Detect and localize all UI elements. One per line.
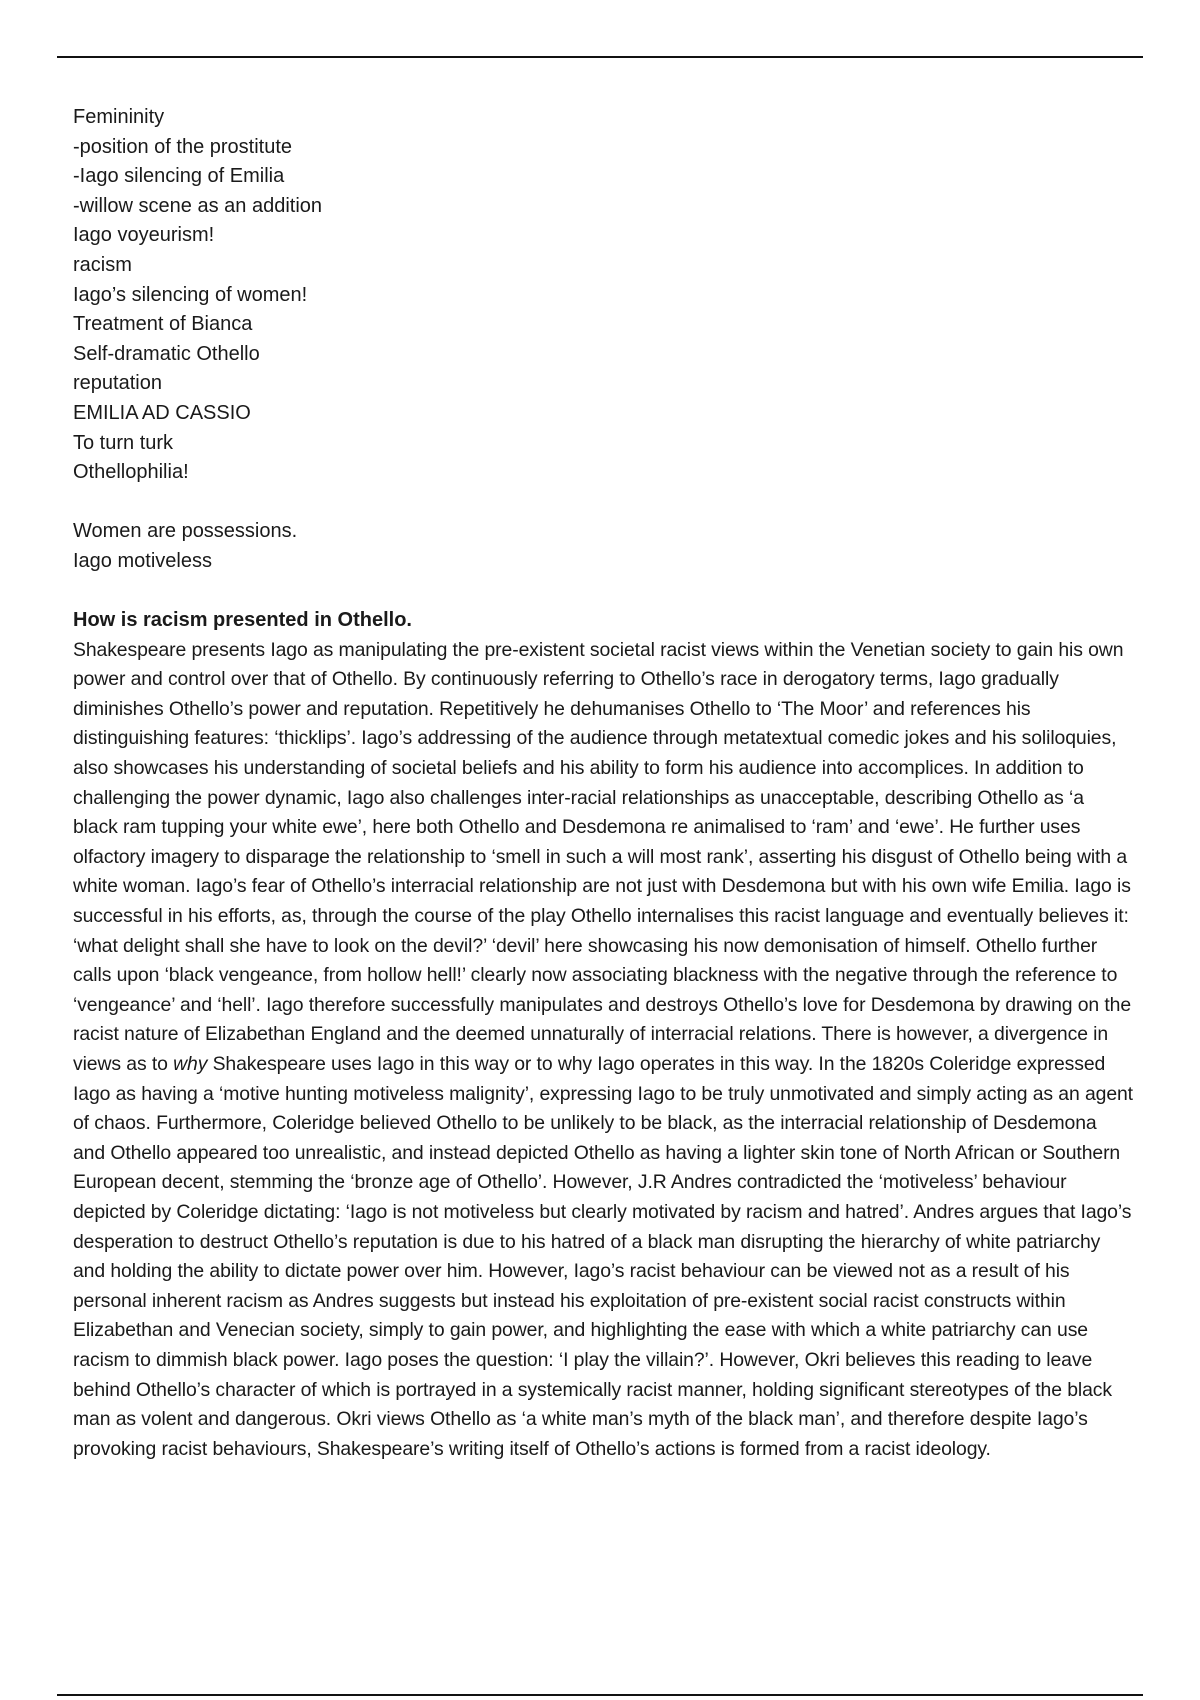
blank-line [73,488,1133,518]
topic-item: -willow scene as an addition [73,194,323,217]
topic-item: Iago voyeurism! [73,224,215,247]
topic-item: Femininity [73,106,165,128]
topic-item: racism [73,253,132,276]
top-rule [57,56,1143,58]
notes-list [73,517,1133,576]
note-item: Women are possessions. [73,520,298,543]
document-body [73,103,1133,1464]
essay-emphasis: why [173,1053,208,1075]
essay-heading: How is racism presented in Othello. [73,609,412,632]
topic-item: Self-dramatic Othello [73,342,260,365]
topic-item: -position of the prostitute [73,135,293,158]
essay-text-part-2: Shakespeare uses Iago in this way or to why Iago operates in this way. In the 1820s Coleridge expressed Iago as having a ‘motive hunting motiveless malignity’, expressing Iago to be truly unmotivated and simply acting as an agent of chaos. Furthermore, Coleridge believed Othello to be unlikely to be black, as the interracial relationship of Desdemona and Othello appeared too unrealistic, and instead depicted Othello as having a lighter skin tone of North African or Southern European decent, stemming the ‘bronze age of Othello’. However, J.R Andres contradicted the ‘motiveless’ behaviour depicted by Coleridge dictating: ‘Iago is not motiveless but clearly motivated by racism and hatred’. Andres argues that Iago’s desperation to destruct Othello’s reputation is due to his hatred of a black man disrupting the hierarchy of white patriarchy and holding the ability to dictate power over him. However, Iago’s racist behaviour can be viewed not as a result of his personal inherent racism as Andres suggests but instead his exploitation of pre-existent social racist constructs within Elizabethan and Venecian society, simply to gain power, and highlighting the ease with which a white patriarchy can use racism to dimmish black power. Iago poses the question: ‘I play the villain?’. However, Okri believes this reading to leave behind Othello’s character of which is portrayed in a systemically racist manner, holding significant stereotypes of the black man as volent and dangerous. Okri views Othello as ‘a white man’s myth of the black man’, and therefore despite Iago’s provoking racist behaviours, Shakespeare’s writing itself of Othello’s actions is formed from a racist ideology. [73,1053,1133,1460]
essay-paragraph [73,636,1133,1465]
note-item: Iago motiveless [73,549,212,572]
topic-item: To turn turk [73,431,174,454]
topic-item: reputation [73,372,162,395]
topic-item: -Iago silencing of Emilia [73,165,285,188]
topic-item: EMILIA AD CASSIO [73,401,251,424]
topic-item: Treatment of Bianca [73,313,253,336]
blank-line [73,577,1133,607]
topic-list [73,103,1133,488]
bottom-rule [57,1694,1143,1696]
topic-item: Othellophilia! [73,461,189,484]
topic-item: Iago’s silencing of women! [73,283,308,306]
essay-text-part-1: Shakespeare presents Iago as manipulating the pre-existent societal racist views within the Venetian society to gain his own power and control over that of Othello. By continuously referring to Othello’s race in derogatory terms, Iago gradually diminishes Othello’s power and reputation. Repetitively he dehumanises Othello to ‘The Moor’ and references his distinguishing features: ‘thicklips’. Iago’s addressing of the audience through metatextual comedic jokes and his soliloquies, also showcases his understanding of societal beliefs and his ability to form his audience into accomplices. In addition to challenging the power dynamic, Iago also challenges inter-racial relationships as unacceptable, describing Othello as ‘a black ram tupping your white ewe’, here both Othello and Desdemona re animalised to ‘ram’ and ‘ewe’. He further uses olfactory imagery to disparage the relationship to ‘smell in such a will most rank’, asserting his disgust of Othello being with a white woman. Iago’s fear of Othello’s interracial relationship are not just with Desdemona but with his own wife Emilia. Iago is successful in his efforts, as, through the course of the play Othello internalises this racist language and eventually believes it: ‘what delight shall she have to look on the devil?’ ‘devil’ here showcasing his now demonisation of himself. Othello further calls upon ‘black vengeance, from hollow hell!’ clearly now associating blackness with the negative through the reference to ‘vengeance’ and ‘hell’. Iago therefore successfully manipulates and destroys Othello’s love for Desdemona by drawing on the racist nature of Elizabethan England and the deemed unnaturally of interracial relations. There is however, a divergence in views as to [73,638,1132,1075]
